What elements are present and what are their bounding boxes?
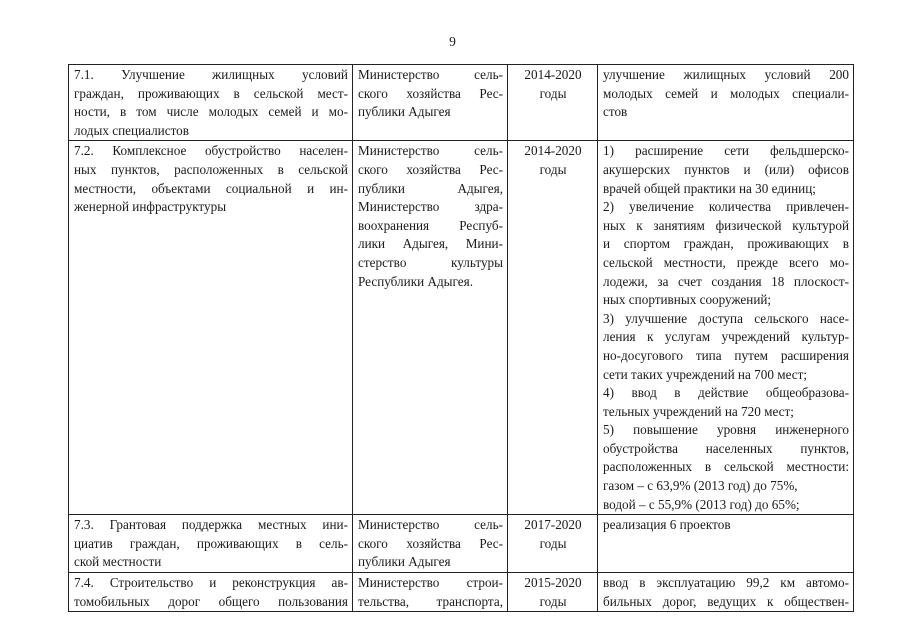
- text-line: ского хозяйства Рес-: [358, 161, 503, 177]
- text-line: но-досугового типа путем расширения: [603, 347, 849, 363]
- text-line: граждан, проживающих в сельской мест-: [74, 85, 348, 101]
- text-line: местности, объектами социальной и ин-: [74, 180, 348, 196]
- text-line: годы: [539, 85, 567, 101]
- text-line: женерной инфраструктуры: [74, 199, 227, 215]
- text-line: 2015-2020: [524, 575, 582, 591]
- text-line: 7.3. Грантовая поддержка местных ини-: [74, 517, 348, 533]
- text-line: ных пунктов, расположенных в сельской: [74, 161, 348, 177]
- text-line: Республики Адыгея.: [358, 273, 473, 289]
- text-line: 4) ввод в действие общеобразова-: [603, 385, 849, 401]
- measure-cell: [69, 65, 353, 141]
- text-line: томобильных дорог общего пользования: [74, 593, 348, 609]
- text-line: 5) повышение уровня инженерного: [603, 422, 849, 438]
- text-line: ввод в эксплуатацию 99,2 км автомо-: [603, 575, 849, 591]
- result-cell: [598, 141, 854, 515]
- text-line: циатив граждан, проживающих в сель-: [74, 535, 348, 551]
- text-line: ского хозяйства Рес-: [358, 535, 503, 551]
- text-line: улучшение жилищных условий 200: [603, 67, 849, 82]
- text-line: ных к занятиям физической культурой: [603, 217, 849, 233]
- table-row: [69, 573, 854, 612]
- text-line: публики Адыгея,: [358, 180, 503, 196]
- text-line: годы: [539, 161, 567, 177]
- table-row: [69, 515, 854, 573]
- text-line: ности, в том числе молодых семей и мо-: [74, 104, 348, 120]
- text-line: 3) улучшение доступа сельского насе-: [603, 310, 849, 326]
- text-line: расположенных в сельской местности:: [603, 459, 849, 475]
- result-cell: [598, 573, 854, 612]
- executor-cell: [353, 141, 508, 515]
- text-line: публики Адыгея: [358, 554, 451, 570]
- text-line: Министерство сель-: [358, 67, 503, 82]
- text-line: реализация 6 проектов: [603, 517, 731, 533]
- text-line: годы: [539, 593, 567, 609]
- text-line: воохранения Респуб-: [358, 217, 503, 233]
- text-line: сети таких учреждений на 700 мест;: [603, 366, 808, 382]
- text-line: публики Адыгея: [358, 104, 451, 120]
- text-line: лодежи, за счет создания 18 плоскост-: [603, 273, 849, 289]
- text-line: и спортом граждан, проживающих в: [603, 236, 849, 252]
- period-cell: [508, 573, 598, 612]
- text-line: сельской местности, прежде всего мо-: [603, 254, 849, 270]
- page-number: 9: [449, 34, 456, 49]
- text-line: тельных учреждений на 720 мест;: [603, 403, 794, 419]
- text-line: молодых семей и молодых специали-: [603, 85, 849, 101]
- text-line: водой – с 55,9% (2013 год) до 65%;: [603, 496, 800, 512]
- text-line: ской местности: [74, 554, 162, 570]
- period-cell: [508, 515, 598, 573]
- table-row: [69, 65, 854, 141]
- text-line: 2014-2020: [524, 67, 582, 82]
- text-line: ского хозяйства Рес-: [358, 85, 503, 101]
- text-line: Министерство строи-: [358, 575, 503, 591]
- table-row: [69, 141, 854, 515]
- period-cell: [508, 65, 598, 141]
- text-line: стов: [603, 104, 628, 120]
- text-line: бильных дорог, ведущих к обществен-: [603, 593, 849, 609]
- executor-cell: [353, 65, 508, 141]
- text-line: врачей общей практики на 30 единиц;: [603, 180, 816, 196]
- text-line: 2014-2020: [524, 143, 582, 159]
- text-line: ления к услугам учреждений культур-: [603, 329, 849, 345]
- executor-cell: [353, 515, 508, 573]
- text-line: 2) увеличение количества привлечен-: [603, 199, 849, 215]
- measure-cell: [69, 515, 353, 573]
- text-line: 2017-2020: [524, 517, 582, 533]
- period-cell: [508, 141, 598, 515]
- measure-cell: [69, 573, 353, 612]
- text-line: тельства, транспорта,: [358, 593, 503, 609]
- text-line: акушерских пунктов и (или) офисов: [603, 161, 849, 177]
- text-line: ных спортивных сооружений;: [603, 292, 772, 308]
- text-line: 7.4. Строительство и реконструкция ав-: [74, 575, 348, 591]
- result-cell: [598, 65, 854, 141]
- text-line: 1) расширение сети фельдшерско-: [603, 143, 849, 159]
- text-line: обустройства населенных пунктов,: [603, 440, 849, 456]
- text-line: Министерство сель-: [358, 517, 503, 533]
- executor-cell: [353, 573, 508, 612]
- measure-cell: [69, 141, 353, 515]
- text-line: Министерство сель-: [358, 143, 503, 159]
- result-cell: [598, 515, 854, 573]
- text-line: стерство культуры: [358, 254, 503, 270]
- text-line: 7.1. Улучшение жилищных условий: [74, 67, 348, 82]
- text-line: лодых специалистов: [74, 122, 190, 138]
- text-line: газом – с 63,9% (2013 год) до 75%,: [603, 478, 798, 494]
- text-line: 7.2. Комплексное обустройство населен-: [74, 143, 348, 159]
- text-line: годы: [539, 535, 567, 551]
- text-line: Министерство здра-: [358, 199, 503, 215]
- text-line: лики Адыгея, Мини-: [358, 236, 503, 252]
- program-measures-table: [68, 64, 854, 612]
